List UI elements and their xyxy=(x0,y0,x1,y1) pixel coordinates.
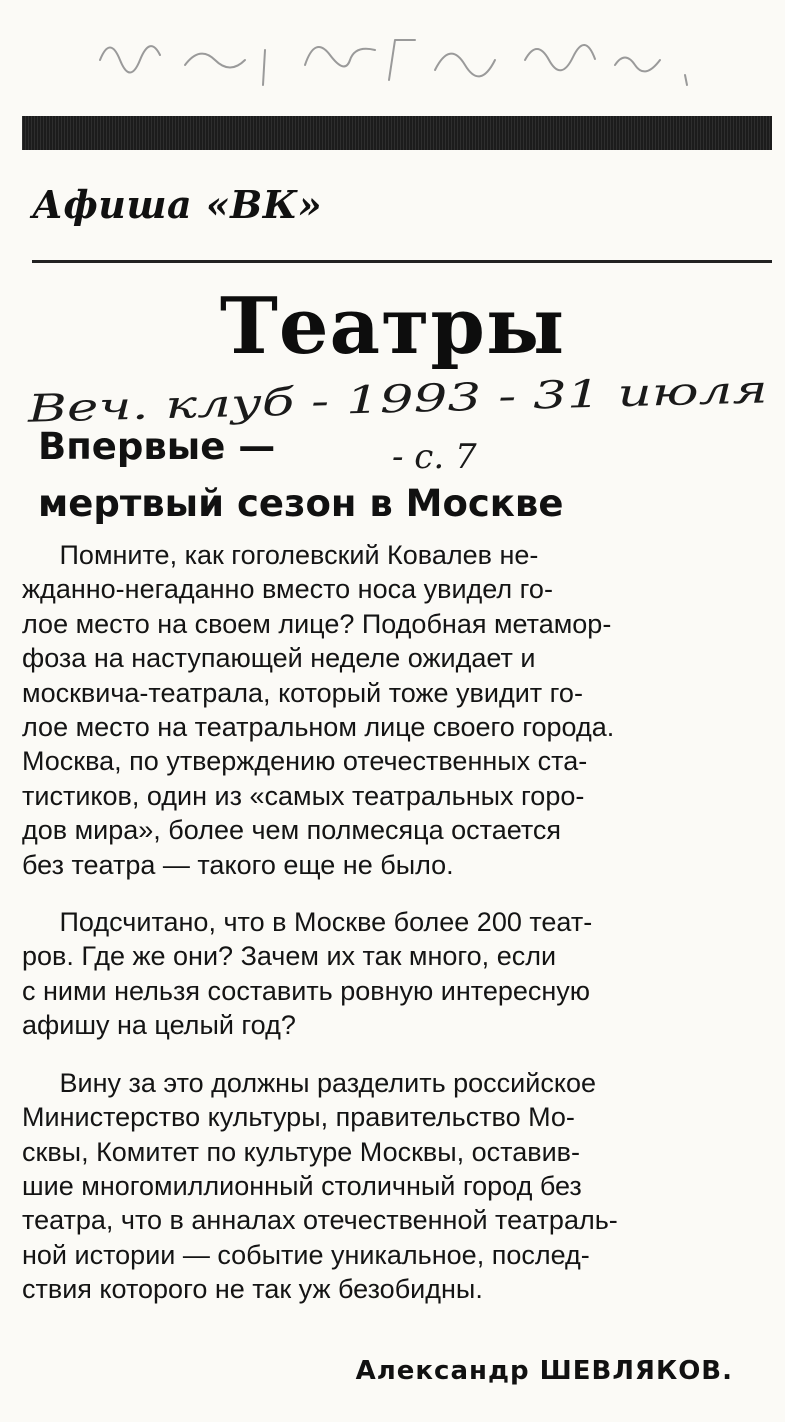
handwritten-annotation-line2: - с. 7 xyxy=(392,437,477,477)
handwritten-annotation-line1: Веч. клуб - 1993 - 31 июля xyxy=(27,372,558,431)
paragraph-2: Подсчитано, что в Москве более 200 теат- ров. Где же они? Зачем их так много, если с ними нельзя составить ровную интересную афишу на целый год? xyxy=(22,907,593,1041)
rubric-title: Афиша «ВК» xyxy=(32,182,323,227)
article-author: Александр ШЕВЛЯКОВ. xyxy=(355,1356,733,1386)
paragraph-3: Вину за это должны разделить российское Министерство культуры, правительство Мо- сквы, Комитет по культуре Москвы, оставив- шие многомиллионный столичный город без театра, что в анналах отечественной театраль- ной истории — событие уникальное, послед- ствия которого не так уж безобидны. xyxy=(22,1067,618,1305)
section-title: Театры xyxy=(219,281,566,372)
headline-line-1: Впервые — xyxy=(38,425,276,468)
header-halftone-band xyxy=(22,116,772,150)
horizontal-rule xyxy=(32,260,772,263)
article-body xyxy=(22,538,767,1307)
article-headline xyxy=(38,418,758,532)
paragraph-1: Помните, как гоголевский Ковалев не- жданно-негаданно вместо носа увидел го- лое место на своем лице? Подобная метамор- фоза на наступающей неделе ожидает и москвича-театрала, который тоже увидит го- лое место на театральном лице своего города. Москва, по утверждению отечественных ста- тистиков, один из «самых театральных горо- дов мира», более чем полмесяца остается без театра — такого еще не было. xyxy=(22,540,615,880)
headline-line-2: мертвый сезон в Москве xyxy=(38,482,564,525)
faint-handwriting-scribble xyxy=(95,20,695,90)
